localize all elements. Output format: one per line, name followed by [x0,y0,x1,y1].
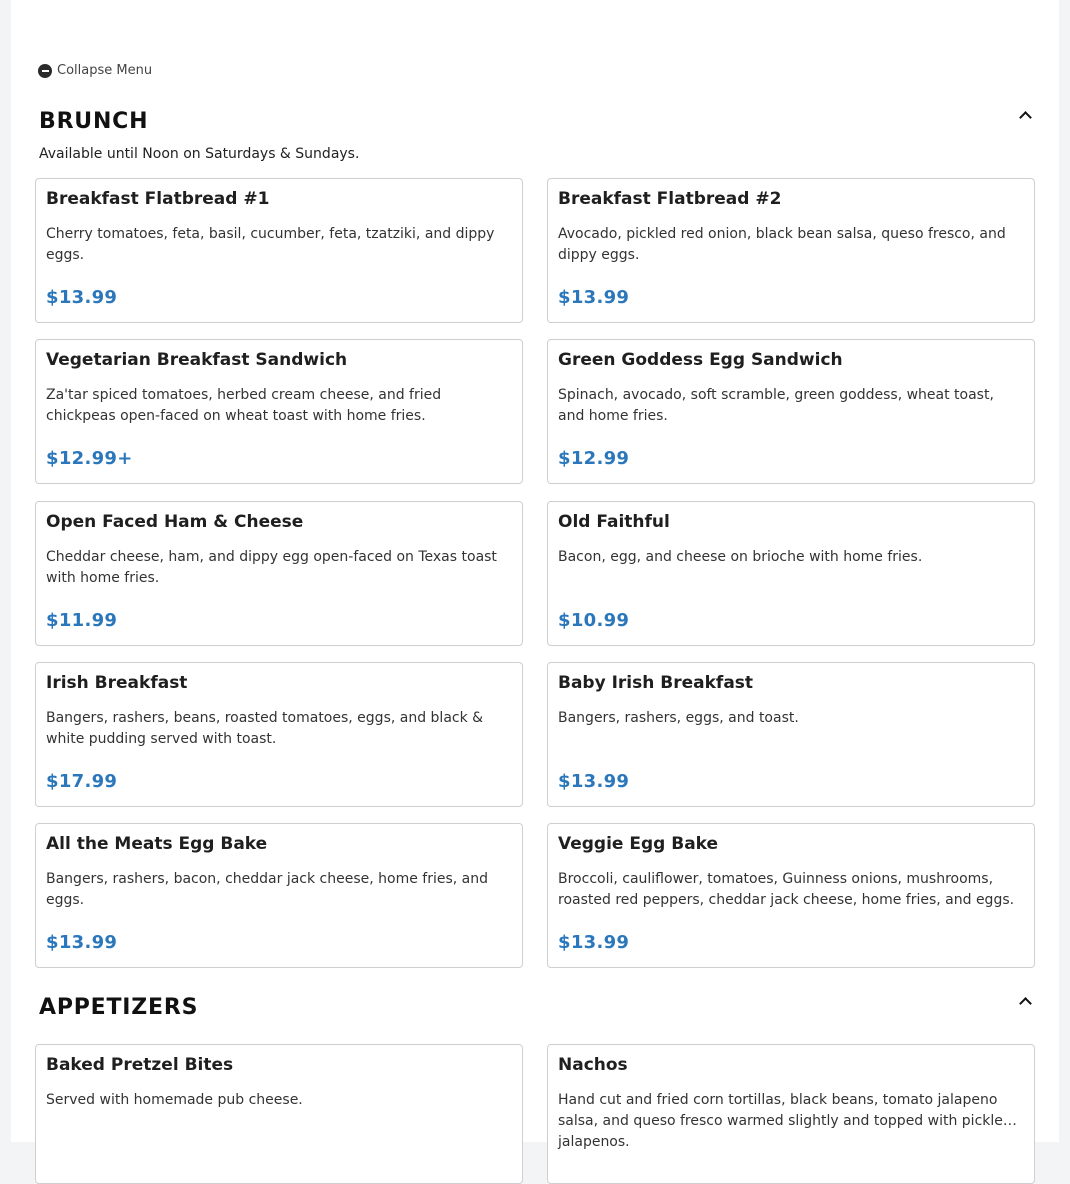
menu-item-card[interactable] [547,339,1035,484]
menu-item-card[interactable] [35,1044,523,1184]
item-description: Hand cut and fried corn tortillas, black beans, tomato jalapeno salsa, and queso fresco warmed slightly and topped with pickled jalapenos. [558,1092,1012,1150]
menu-item-card[interactable] [35,339,523,484]
menu-item-card[interactable] [547,178,1035,323]
collapse-menu-button[interactable] [38,63,152,78]
item-description: Cherry tomatoes, feta, basil, cucumber, feta, tzatziki, and dippy eggs. [46,226,495,263]
item-name: Vegetarian Breakfast Sandwich [46,350,348,370]
menu-item-card[interactable] [35,178,523,323]
menu-page [11,0,1059,1150]
item-description: Za'tar spiced tomatoes, herbed cream cheese, and fried chickpeas open-faced on wheat toast with home fries. [46,387,442,424]
item-price: $13.99 [558,771,630,792]
item-name: Irish Breakfast [46,673,188,693]
item-price: $12.99+ [46,448,133,469]
minus-circle-icon [38,64,52,78]
item-description: Avocado, pickled red onion, black bean salsa, queso fresco, and dippy eggs. [558,226,1006,263]
section-subtitle: Available until Noon on Saturdays & Sundays. [39,146,360,162]
chevron-up-icon[interactable] [1018,996,1032,1006]
item-description: Cheddar cheese, ham, and dippy egg open-faced on Texas toast with home fries. [46,549,497,586]
item-name: Breakfast Flatbread #2 [558,189,782,209]
item-name: Veggie Egg Bake [558,834,719,854]
item-name: All the Meats Egg Bake [46,834,268,854]
item-price: $13.99 [46,932,118,953]
item-name: Baked Pretzel Bites [46,1055,234,1075]
item-name: Breakfast Flatbread #1 [46,189,270,209]
menu-item-card[interactable] [35,823,523,968]
item-description: Bacon, egg, and cheese on brioche with home fries. [558,549,923,565]
section-title: APPETIZERS [39,995,199,1020]
item-name: Green Goddess Egg Sandwich [558,350,843,370]
item-price: $11.99 [46,610,118,631]
item-price: $10.99 [558,610,630,631]
item-description: Spinach, avocado, soft scramble, green goddess, wheat toast, and home fries. [558,387,994,424]
item-price: $17.99 [46,771,118,792]
item-name: Baby Irish Breakfast [558,673,754,693]
menu-item-card[interactable] [35,662,523,807]
item-description: Served with homemade pub cheese. [46,1092,303,1108]
menu-item-card[interactable] [547,1044,1035,1184]
item-price: $12.99 [558,448,630,469]
menu-item-card[interactable] [547,662,1035,807]
item-price: $13.99 [558,287,630,308]
item-price: $13.99 [46,287,118,308]
menu-item-card[interactable] [547,823,1035,968]
item-name: Nachos [558,1055,628,1075]
item-name: Old Faithful [558,512,670,532]
item-description: Broccoli, cauliflower, tomatoes, Guinness onions, mushrooms, roasted red peppers, cheddar jack cheese, home fries, and eggs. [558,871,1015,908]
menu-item-card[interactable] [35,501,523,646]
menu-item-card[interactable] [547,501,1035,646]
item-description: Bangers, rashers, beans, roasted tomatoes, eggs, and black & white pudding served with toast. [46,710,484,747]
item-description: Bangers, rashers, eggs, and toast. [558,710,799,726]
item-description: Bangers, rashers, bacon, cheddar jack cheese, home fries, and eggs. [46,871,489,908]
section-title: BRUNCH [39,109,149,134]
item-price: $13.99 [558,932,630,953]
item-name: Open Faced Ham & Cheese [46,512,304,532]
collapse-menu-label: Collapse Menu [57,63,153,78]
chevron-up-icon[interactable] [1018,110,1032,120]
